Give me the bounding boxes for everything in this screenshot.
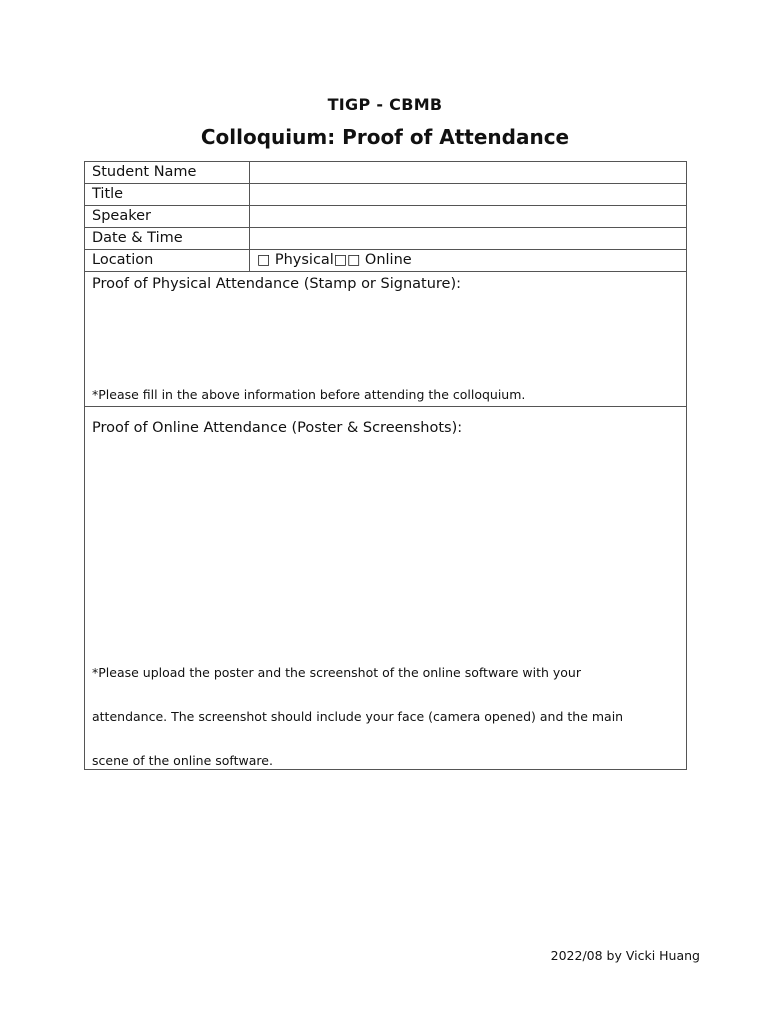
online-attendance-heading: Proof of Online Attendance (Poster & Screenshots):	[92, 420, 463, 436]
table-row	[85, 407, 687, 770]
row-label-title: Title	[85, 184, 250, 206]
physical-attendance-section[interactable]	[85, 272, 687, 407]
table-row	[85, 206, 687, 228]
online-note-line: *Please upload the poster and the screenshot of the online software with your	[92, 665, 581, 680]
online-note-line: scene of the online software.	[92, 753, 273, 768]
table-row	[85, 250, 687, 272]
row-label-location: Location	[85, 250, 250, 272]
table-row	[85, 162, 687, 184]
checkbox-physical-icon[interactable]: □	[257, 252, 271, 268]
online-note-line: attendance. The screenshot should include your face (camera opened) and the main	[92, 709, 624, 724]
physical-attendance-heading: Proof of Physical Attendance (Stamp or Signature):	[92, 276, 461, 292]
footer-credit: 2022/08 by Vicki Huang	[550, 948, 700, 963]
row-label-student-name: Student Name	[85, 162, 250, 184]
checkbox-online-icon-2: □	[347, 252, 361, 268]
location-option-online: Online	[364, 252, 412, 268]
document-title: Colloquium: Proof of Attendance	[200, 125, 570, 149]
physical-attendance-note: *Please fill in the above information before attending the colloquium.	[92, 387, 526, 402]
speaker-field[interactable]	[250, 206, 687, 228]
table-row	[85, 272, 687, 407]
attendance-form-table	[84, 161, 687, 770]
table-row	[85, 184, 687, 206]
row-label-speaker: Speaker	[85, 206, 250, 228]
online-attendance-section[interactable]	[85, 407, 687, 770]
row-label-date-time: Date & Time	[85, 228, 250, 250]
title-field[interactable]	[250, 184, 687, 206]
table-row	[85, 228, 687, 250]
location-option-physical: Physical	[274, 252, 334, 268]
date-time-field[interactable]	[250, 228, 687, 250]
location-options	[250, 250, 687, 272]
organization-heading: TIGP - CBMB	[327, 95, 443, 114]
student-name-field[interactable]	[250, 162, 687, 184]
online-attendance-note	[92, 651, 682, 783]
checkbox-online-icon[interactable]: □	[333, 252, 348, 268]
